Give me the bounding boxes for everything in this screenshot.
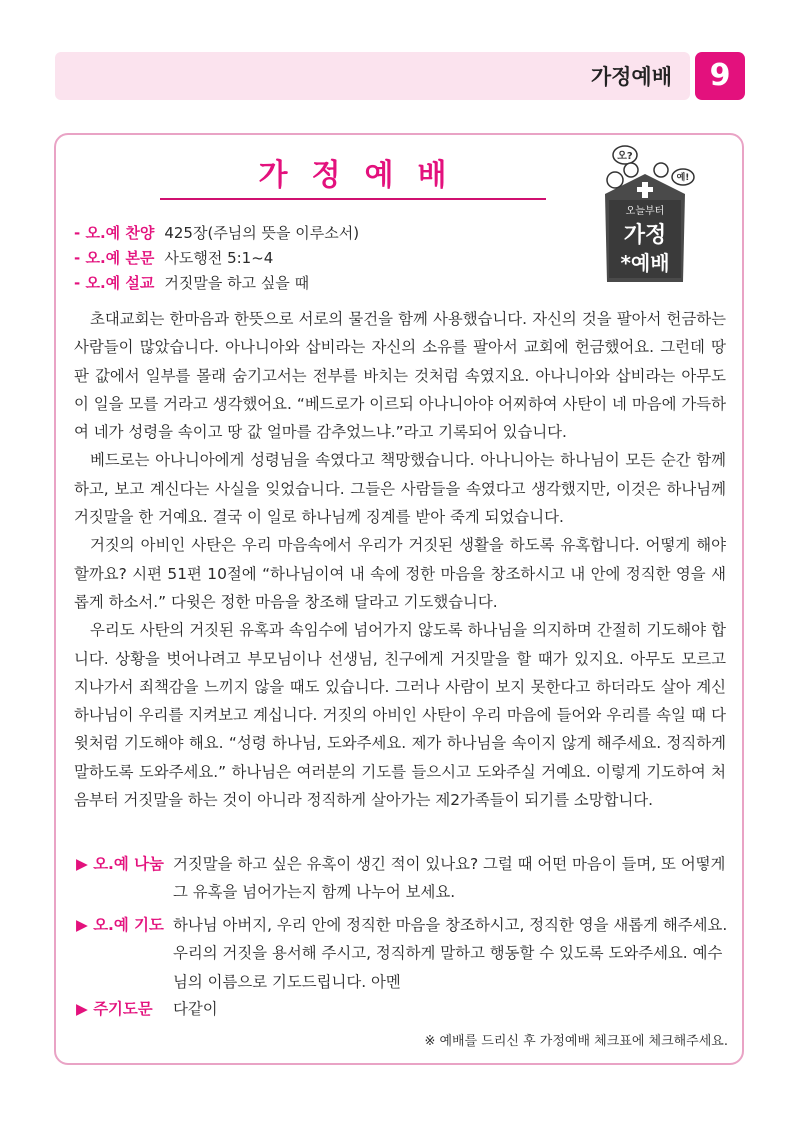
section-title: 가정예배: [590, 65, 672, 89]
sharing-label: ▶ 오.예 나눔: [76, 855, 164, 873]
page-title: 가정예배: [258, 158, 471, 193]
info-sermon-label: - 오.예 설교: [74, 274, 155, 292]
info-sermon: [74, 272, 309, 294]
page-number-badge: 9: [695, 52, 745, 100]
sermon-paragraph-2: 베드로는 아나니아에게 성령님을 속였다고 책망했습니다. 아나니아는 하나님이 모든 순간 함께하고, 보고 계신다는 사실을 잊었습니다. 그들은 사람들을 속였다고 생각했지만, 이것은 하나님께 거짓말을 한 거예요. 결국 이 일로 하나님께 징계를 받아 죽게 되었습니다.: [74, 451, 726, 527]
section-header-bar: [55, 52, 690, 100]
sermon-paragraph-4: 우리도 사탄의 거짓된 유혹과 속임수에 넘어가지 않도록 하나님을 의지하며 간절히 기도해야 합니다. 상황을 벗어나려고 부모님이나 선생님, 친구에게 거짓말을 할 때가 있지요. 아무도 모르고 지나가서 죄책감을 느끼지 않을 때도 있습니다. 그러나 사람이 보지 못한다고 하더라도 살아 계신 하나님이 우리를 지켜보고 계십니다. 거짓의 아비인 사탄이 우리 마음에 들어와 우리를 속일 때 다윗처럼 기도해야 해요. “성령 하나님, 도와주세요. 제가 하나님을 속이지 않게 해주세요. 정직하게 말하도록 도와주세요.” 하나님은 여러분의 기도를 들으시고 도와주실 거예요. 이렇게 기도하여 처음부터 거짓말을 하는 것이 아니라 정직하게 살아가는 제2가족들이 되기를 소망합니다.: [74, 621, 726, 810]
logo-bubble-left-text: 오?: [617, 151, 633, 162]
family-worship-logo: [595, 142, 695, 287]
info-scripture-value: 사도행전 5:1~4: [164, 249, 274, 267]
sermon-body: [74, 305, 726, 814]
logo-text-line1: 오늘부터: [625, 206, 665, 217]
info-scripture-label: - 오.예 본문: [74, 249, 155, 267]
logo-text-line2: 가정: [623, 223, 667, 248]
prayer-text: 하나님 아버지, 우리 안에 정직한 마음을 창조하시고, 정직한 영을 새롭게 해주세요. 우리의 거짓을 용서해 주시고, 정직하게 말하고 행동할 수 있도록 도와주세요. 예수님의 이름으로 기도드립니다. 아멘: [173, 916, 728, 991]
info-sermon-value: 거짓말을 하고 싶을 때: [164, 274, 310, 292]
sermon-paragraph-3: 거짓의 아비인 사탄은 우리 마음속에서 우리가 거짓된 생활을 하도록 유혹합니다. 어떻게 해야 할까요? 시편 51편 10절에 “하나님이여 내 속에 정한 마음을 창조하시고 내 안에 정직한 영을 새롭게 하소서.” 다윗은 정한 마음을 창조해 달라고 기도했습니다.: [74, 536, 726, 611]
lords-prayer-label: ▶ 주기도문: [76, 1000, 153, 1018]
info-hymn-label: - 오.예 찬양: [74, 224, 155, 242]
lords-prayer-text: 다같이: [173, 1000, 218, 1018]
sharing-text: 거짓말을 하고 싶은 유혹이 생긴 적이 있나요? 그럴 때 어떤 마음이 들며, 또 어떻게 그 유혹을 넘어가는지 함께 나누어 보세요.: [173, 855, 726, 902]
logo-text-line3: *예배: [620, 251, 670, 275]
prayer-label: ▶ 오.예 기도: [76, 916, 164, 934]
logo-bubble-right-text: 예!: [676, 173, 690, 183]
info-hymn: [74, 222, 359, 244]
info-scripture: [74, 247, 273, 269]
footnote: ※ 예배를 드리신 후 가정예배 체크표에 체크해주세요.: [424, 1034, 728, 1049]
info-hymn-value: 425장(주님의 뜻을 이루소서): [164, 224, 360, 242]
title-underline: [160, 198, 546, 200]
sermon-paragraph-1: 초대교회는 한마음과 한뜻으로 서로의 물건을 함께 사용했습니다. 자신의 것을 팔아서 헌금하는 사람들이 많았습니다. 아나니아와 삽비라는 자신의 소유를 팔아서 교회에 헌금했어요. 그런데 땅 판 값에서 일부를 몰래 숨기고서는 전부를 바치는 것처럼 속였지요. 아나니아와 삽비라는 아무도 이 일을 모를 거라고 생각했어요. “베드로가 이르되 아나니아야 어찌하여 사탄이 네 마음에 가득하여 네가 성령을 속이고 땅 값 얼마를 감추었느냐.”라고 기록되어 있습니다.: [74, 310, 726, 442]
